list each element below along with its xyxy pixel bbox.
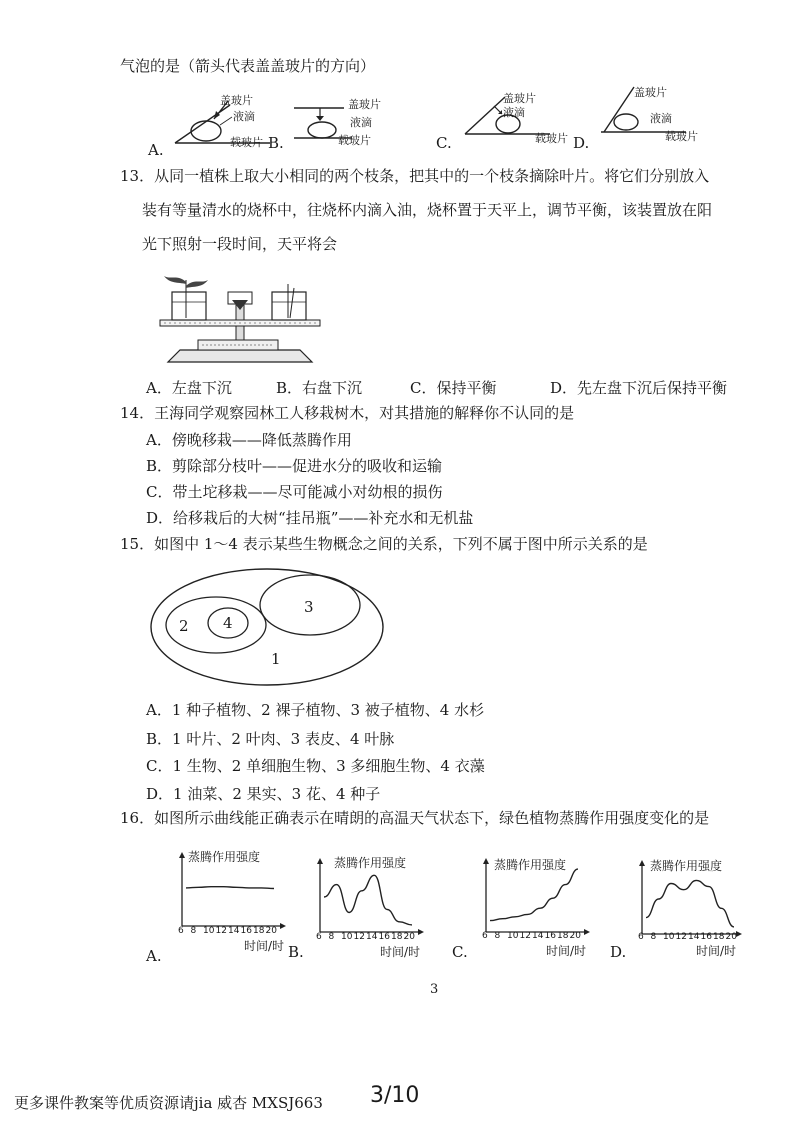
tick: 10 (203, 926, 215, 936)
q13-option-c: C．保持平衡 (410, 379, 497, 397)
q13-option-a: A．左盘下沉 (146, 379, 232, 397)
tick: 14 (366, 932, 378, 942)
graph-c-curve (490, 869, 578, 921)
tick: 16 (700, 932, 712, 942)
graph-b-xlabel: 时间/时 (380, 945, 421, 959)
page-number: 3 (430, 982, 439, 997)
tick: 8 (328, 932, 335, 942)
q12-d-slide-label: 载玻片 (665, 130, 698, 143)
q12-stem-tail: 气泡的是（箭头代表盖盖玻片的方向） (120, 57, 376, 75)
q12-d-cover-label: 盖玻片 (634, 86, 667, 99)
graph-b-letter: B. (288, 943, 304, 961)
q15-option-b: B．1 叶片、2 叶肉、3 表皮、4 叶脉 (146, 730, 395, 748)
tick: 12 (215, 926, 227, 936)
graph-a-curve (186, 887, 274, 889)
graph-d-xlabel: 时间/时 (696, 944, 737, 958)
q13-stem-line3: 光下照射一段时间，天平将会 (142, 235, 338, 253)
graph-c-letter: C. (452, 943, 468, 961)
graph-d-ylabel: 蒸腾作用强度 (650, 859, 723, 873)
tick: 18 (557, 931, 569, 941)
tick: 20 (403, 932, 415, 942)
graph-d-letter: D. (610, 943, 627, 961)
tick: 16 (544, 931, 556, 941)
tick: 10 (663, 932, 675, 942)
graph-c-ylabel: 蒸腾作用强度 (494, 858, 567, 872)
tick: 12 (675, 932, 687, 942)
q14-stem: 14．王海同学观察园林工人移栽树木，对其措施的解释你不认同的是 (120, 404, 575, 422)
q15-option-d: D．1 油菜、2 果实、3 花、4 种子 (146, 785, 381, 803)
q12-a-drop-label: 液滴 (233, 110, 255, 123)
q15-stem: 15．如图中 1～4 表示某些生物概念之间的关系，下列不属于图中所示关系的是 (120, 535, 648, 553)
graph-c-xlabel: 时间/时 (546, 944, 587, 958)
tick: 10 (341, 932, 353, 942)
footer-promo-text: 更多课件教案等优质资源请jia 威杏 MXSJ663 (14, 1094, 323, 1112)
q15-option-a: A．1 种子植物、2 裸子植物、3 被子植物、4 水杉 (146, 701, 485, 719)
graph-d (636, 860, 748, 938)
tick: 18 (391, 932, 403, 942)
tick: 14 (228, 926, 240, 936)
footer-page-of: 3/10 (370, 1083, 420, 1108)
q12-a-slide-label: 载玻片 (230, 136, 263, 149)
q12-c-drop-label: 液滴 (503, 106, 525, 119)
tick: 10 (507, 931, 519, 941)
q12-a-cover-label: 盖玻片 (220, 94, 253, 107)
tick: 6 (178, 926, 184, 936)
graph-c (480, 858, 592, 936)
tick: 8 (494, 931, 501, 941)
q12-option-a-letter: A. (148, 141, 164, 159)
q13-stem-line2: 装有等量清水的烧杯中，往烧杯内滴入油，烧杯置于天平上，调节平衡，该装置放在阳 (142, 201, 713, 219)
venn-label-inner: 4 (223, 614, 233, 632)
tick: 14 (532, 931, 544, 941)
q13-stem-line1: 13．从同一植株上取大小相同的两个枝条，把其中的一个枝条摘除叶片。将它们分别放入 (120, 167, 710, 185)
tick: 8 (190, 926, 197, 936)
q13-option-b: B．右盘下沉 (276, 379, 363, 397)
q12-b-slide-label: 载玻片 (338, 134, 371, 147)
q15-option-c: C．1 生物、2 单细胞生物、3 多细胞生物、4 衣藻 (146, 757, 485, 775)
graph-d-curve (646, 880, 734, 927)
tick: 20 (265, 926, 277, 936)
venn-label-right: 3 (304, 598, 314, 616)
q12-b-drop-label: 液滴 (350, 116, 372, 129)
q14-option-b: B．剪除部分枝叶——促进水分的吸收和运输 (146, 457, 443, 475)
q12-option-d-letter: D. (573, 134, 590, 152)
tick: 14 (688, 932, 700, 942)
graph-b-curve (324, 875, 412, 925)
tick: 18 (253, 926, 265, 936)
q14-option-d: D．给移栽后的大树“挂吊瓶”——补充水和无机盐 (146, 509, 474, 527)
q12-b-cover-label: 盖玻片 (348, 98, 381, 111)
q12-c-cover-label: 盖玻片 (503, 92, 536, 105)
tick: 18 (713, 932, 725, 942)
graph-a-xlabel: 时间/时 (244, 939, 285, 953)
tick: 8 (650, 932, 657, 942)
tick: 20 (725, 932, 737, 942)
q12-c-slide-label: 载玻片 (535, 132, 568, 145)
graph-a (176, 852, 288, 930)
tick: 12 (519, 931, 531, 941)
graph-b-ylabel: 蒸腾作用强度 (334, 856, 407, 870)
q13-option-d: D．先左盘下沉后保持平衡 (550, 379, 728, 397)
q12-option-b-letter: B. (268, 134, 284, 152)
balance-diagram (150, 270, 330, 370)
tick: 20 (569, 931, 581, 941)
tick: 6 (482, 931, 488, 941)
tick: 6 (638, 932, 644, 942)
q12-d-drop-label: 液滴 (650, 112, 672, 125)
venn-label-left: 2 (179, 617, 189, 635)
tick: 16 (378, 932, 390, 942)
q12-option-c-letter: C. (436, 134, 452, 152)
q16-stem: 16．如图所示曲线能正确表示在晴朗的高温天气状态下，绿色植物蒸腾作用强度变化的是 (120, 809, 710, 827)
graph-b (314, 858, 426, 936)
tick: 6 (316, 932, 322, 942)
tick: 12 (353, 932, 365, 942)
graph-a-ylabel: 蒸腾作用强度 (188, 850, 261, 864)
q14-option-a: A．傍晚移栽——降低蒸腾作用 (146, 431, 352, 449)
venn-label-outer: 1 (271, 650, 281, 668)
q14-option-c: C．带土坨移栽——尽可能减小对幼根的损伤 (146, 483, 443, 501)
tick: 16 (240, 926, 252, 936)
graph-a-letter: A. (146, 947, 162, 965)
